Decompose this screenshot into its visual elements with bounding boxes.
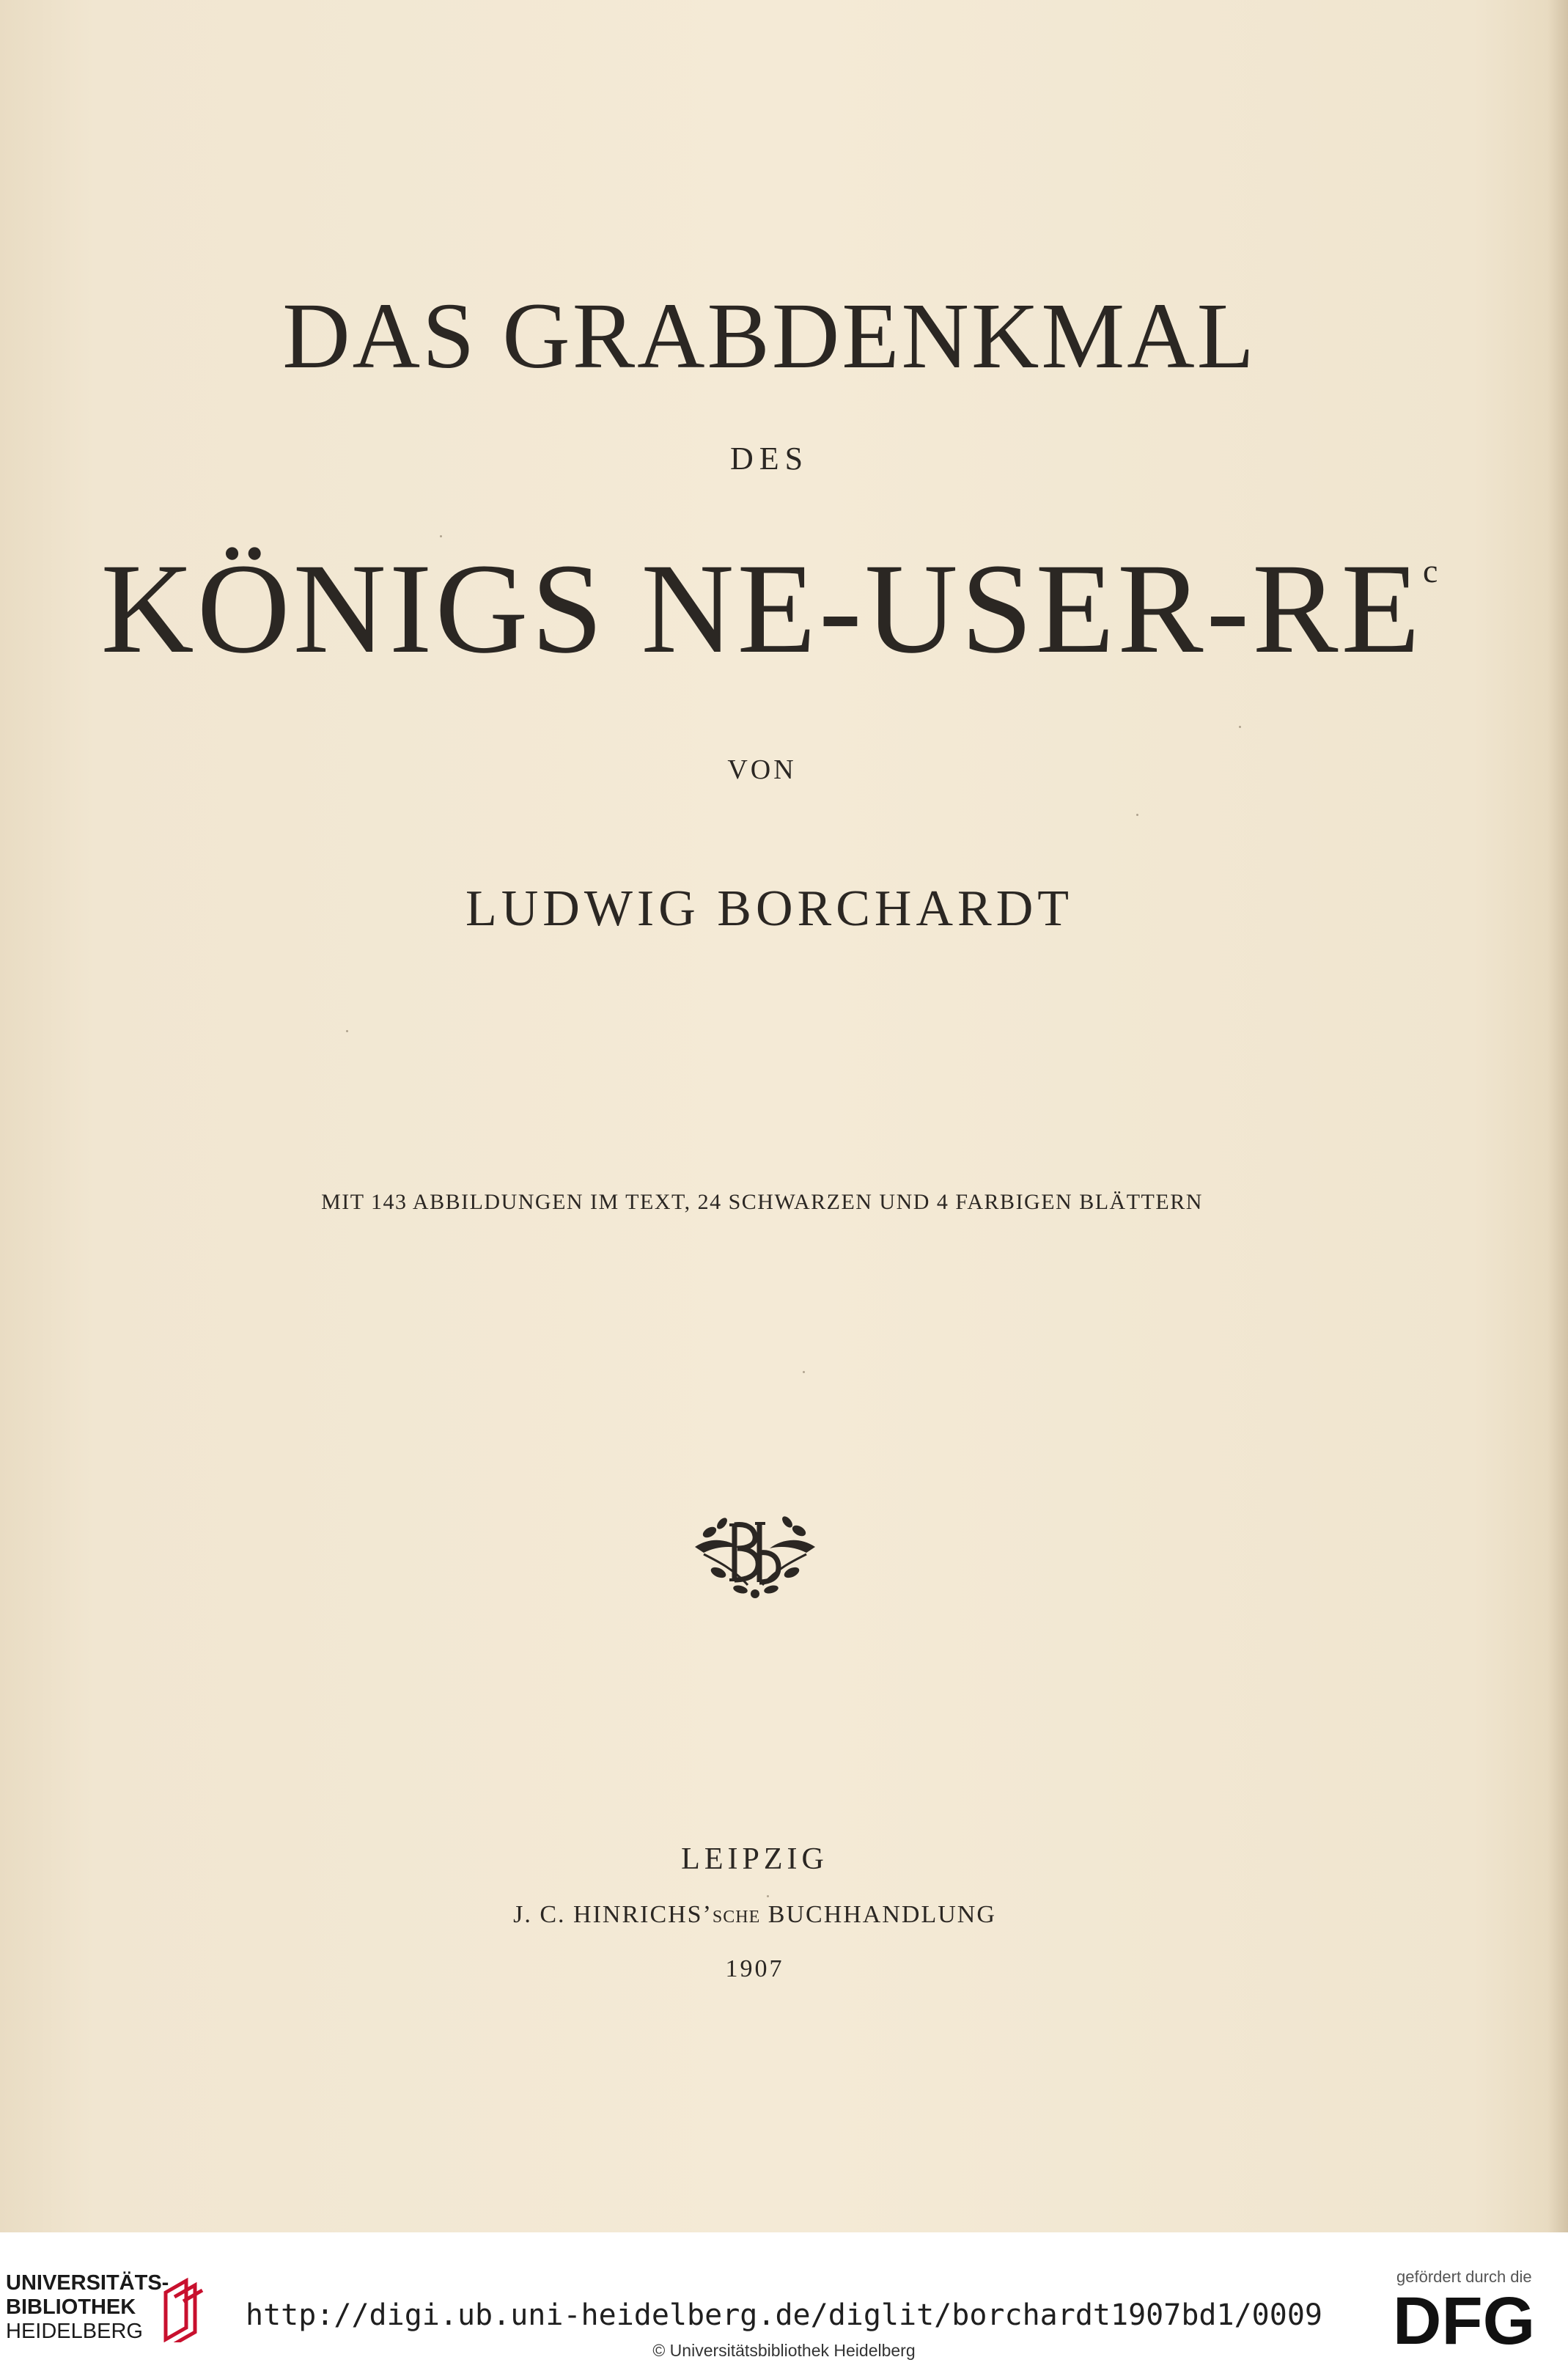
publisher-monogram-icon — [689, 1503, 821, 1602]
digitization-footer — [0, 2232, 1568, 2368]
library-name-line2: BIBLIOTHEK — [6, 2295, 136, 2319]
publisher-name-part1: J. C. HINRICHS’ — [513, 1901, 713, 1928]
book-title-des: DES — [729, 441, 809, 477]
dfg-logo-text: DFG — [1393, 2291, 1536, 2350]
publisher-name-sche: SCHE — [712, 1908, 761, 1927]
illustrations-note: MIT 143 ABBILDUNGEN IM TEXT, 24 SCHWARZEN UND 4 FARBIGEN BLÄTTERN — [321, 1190, 1203, 1214]
paper-speck — [440, 535, 442, 537]
copyright-notice: © Universitätsbibliothek Heidelberg — [652, 2341, 916, 2360]
library-name-line3: HEIDELBERG — [6, 2320, 143, 2343]
publisher-name-part2: BUCHHANDLUNG — [760, 1901, 996, 1928]
paper-speck — [1136, 814, 1138, 816]
dfg-logo-icon[interactable] — [1393, 2291, 1543, 2350]
publication-place: LEIPZIG — [681, 1842, 828, 1876]
book-title-line2-text: KÖNIGS NE-USER-RE — [100, 537, 1424, 680]
library-name-line1: UNIVERSITÄTS- — [6, 2271, 169, 2295]
permalink-url[interactable]: http://digi.ub.uni-heidelberg.de/diglit/borchardt1907bd1/0009 — [245, 2298, 1322, 2332]
by-line: VON — [727, 754, 797, 785]
book-title-line1: DAS GRABDENKMAL — [282, 284, 1256, 388]
paper-speck — [1239, 726, 1241, 728]
ayin-mark: c — [1423, 552, 1438, 589]
paper-speck — [803, 1371, 805, 1373]
funding-note: gefördert durch die — [1396, 2268, 1532, 2286]
publisher-name — [0, 1901, 1539, 1929]
author-name: LUDWIG BORCHARDT — [465, 880, 1074, 937]
paper-speck — [767, 1895, 769, 1897]
book-title-line2 — [0, 535, 1553, 683]
publication-year: 1907 — [725, 1955, 784, 1982]
paper-speck — [346, 1030, 348, 1032]
